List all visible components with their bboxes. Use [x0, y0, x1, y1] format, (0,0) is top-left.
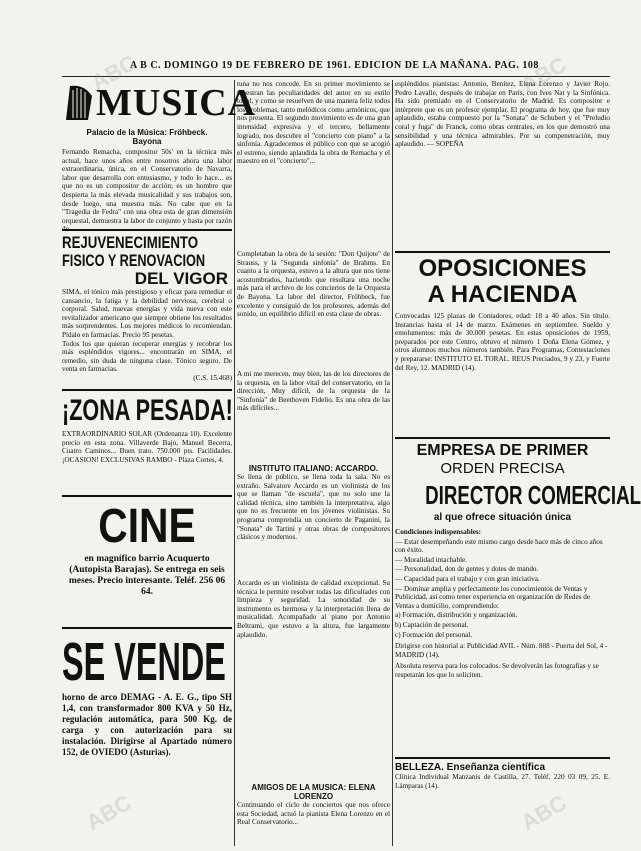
article-text: Continuando el ciclo de conciertos que nos ofrece esta Sociedad, actuó la pianista Elena Lorenzo en el Real Conservatorio... — [237, 801, 390, 827]
article-text: Completaban la obra de la sesión: "Don Quijote" de Strauss, y la "Segunda sinfonía" de Brahms. En cuanto a la orquesta, estuvo a la altura que nos tiene acostumbrados, haciendo que resultara una noche más para el archivo de los conciertos de la Orquesta de Bayona. La labor del director, Fröhbeck, fue excelente y consiguió de los profesores, además del sonido, un equilibrio difícil en esta clase de obras. — [237, 250, 390, 319]
ad-empresa-line4: al que ofrece situación única — [433, 512, 572, 523]
musica-subtitle: Palacio de la Música: Fröhbeck. — [86, 128, 208, 137]
list-item: b) Captación de personal. — [395, 620, 469, 629]
divider — [62, 495, 232, 497]
list-item: — Estar desempeñando este mismo cargo desde hace más de cinco años con éxito. — [395, 537, 603, 555]
ad-empresa-line3: DIRECTOR COMERCIAL — [425, 480, 641, 510]
ad-opos-body: Convocadas 125 plazas de Contadores, edad: 18 a 40 años. Sin título. Instancias hasta el 14 de marzo. Exámenes en septiembre. Sueldo y emolumentos: más de 30.000 pesetas. En estas oposiciones de 1959, preparados por este Centro, obtuvo el número 1 Doña Elena Gómez, y otros alumnos muchos números también. Para Programas, Contestaciones y prepararse: INSTITUTO EL TORAL. REUS Preciados, 9 y 23, y Fuerte del Rey, 12. MADRID (14). — [395, 312, 610, 372]
ad-sevende-body: horno de arco DEMAG - A. E. G., tipo SH 1,4, con transformador 800 KVA y 50 Hz, regulación automática, para 500 Kg. de carga y con autorización para su instalación. Dirigirse al Apartado número 152, de OVIEDO (Asturias). — [62, 692, 232, 757]
ad-sevende-title: SE VENDE — [62, 632, 226, 692]
section-heading: AMIGOS DE LA MUSICA: ELENA LORENZO — [251, 783, 376, 801]
ad-empresa-note: Absoluta reserva para los colocados. Se devolverán las fotografías y se respetarán los que lo soliciten. — [395, 662, 599, 679]
list-item: — Capacidad para el trabajo y con gran iniciativa. — [395, 574, 540, 583]
watermark: ABC — [516, 789, 571, 836]
list-item: — Personalidad, don de gentes y dotes de mando. — [395, 565, 539, 574]
ad-zona-title: ¡ZONA PESADA! — [62, 394, 233, 427]
article-text: Se llena de público, se llena toda la sala. No es extraño. Salvatore Accardo es un violinista de los que se llaman "de escuela", que no solo une la calidad técnica, sino también la interpretativa, algo que no es frecuente en los jóvenes violinistas. Su programa comprendía un concierto de Paganini, la "Sonata" de Tartini y otras obras de compositores clásicos y modernos. — [237, 473, 390, 542]
list-item: — Dominar amplia y perfectamente los conocimientos de Ventas y Publicidad, así como tener experiencia en organización de Redes de Ventas a domicilio, comprendiendo: — [395, 584, 591, 610]
ad-zona-body: EXTRAORDINARIO SOLAR (Ordenanza 10). Excelente precio en esta zona. Villaverde Bajo, Manuel Becerra, Cuatro Caminos... Buen trato. 750.000 pts. Facilidades. ¡OCASION! EXCLUSIVAS RAMBO - Plaza Cortes, 4. — [62, 430, 232, 464]
ad-rejuv-line2: FISICO Y RENOVACION — [62, 251, 206, 270]
header-rule — [62, 76, 610, 77]
column-rule — [392, 80, 393, 846]
ad-rejuvenecimiento — [62, 234, 232, 386]
musica-subtitle-2: Bayona — [132, 137, 162, 146]
ad-belleza-body: Clínica Individual Manzanis de Castilla, 27. Teléf. 220 03 09, 25. E. Lámparas (14). — [395, 773, 610, 790]
ad-opos-line1: OPOSICIONES — [418, 255, 587, 282]
divider — [395, 757, 610, 759]
article-text: espléndidos pianistas: Antonio, Benítez, Elena Lorenzo y Javier Rojo. Pedro Lavalle, después de trabajar en París, con Ives Nat y la Sinfónica. Ha sido premiado en el Conservatorio de Madrid. Es compositor e intérprete que es un profesor ejemplar. El programa de hoy, que fue muy aplaudido, estaba compuesto por la "Sonata" de Schubert y el "Preludio coral y fuga" de Franck, como obras centrales, en los que demostró una sensibilidad y una técnica admirables. Por su compenetración, muy aplaudido. — SOPEÑA — [395, 80, 610, 149]
musica-body: Fernando Remacha, compositor 50s' en la técnica más actual, hace unos años entre nosotros ahora una labor extraordinaria, única, en el Conservatorio de Navarra, labor que desarrolla con entusiasmo, y todo lo hace... es que no es un compositor de acción; es un hombre que despierta la más elevada musicalidad y sus trabajos son, desde luego, una muestra más. No cabe que en la "Tragedia de Fedra" con una obra esta de gran dimensión orquestal, demuestra la labor de conjunto y hasta por razón de... — [62, 148, 232, 234]
divider — [62, 389, 232, 391]
section-title-musica: MUSICA — [96, 82, 257, 124]
divider — [395, 437, 610, 439]
column-right — [395, 80, 641, 846]
article-text: tuna no nos concede. En su primer movimiento se muestran las peculiaridades del autor en su estilo tonal, y como se resuelven de una manera feliz todos los problemas, tanto melódicos como armónicos, que nos presenta. El segundo movimiento es de una gran intensidad expresiva y el tercero, bellamente logrado, nos descubre el "concierto con piano" a la sinfonía. Agradecemos el público con que se acogió el estreno, siendo aplaudida la obra de Remacha y el maestro en el "concierto"... — [237, 80, 390, 166]
ad-rejuv-line1: REJUVENECIMIENTO — [62, 233, 199, 252]
ad-empresa-line2: ORDEN PRECISA — [440, 460, 565, 477]
harp-icon — [62, 82, 96, 122]
musica-heading — [62, 80, 257, 124]
ad-rejuv-body-2: Todos los que quieran recuperar energías y recobrar los más espléndidos vigores... encontrarán en SIMA, el remedio, sin duda de ninguna clase. Tónico seguro. De venta en farmacias. — [62, 339, 232, 374]
column-rule — [234, 80, 235, 846]
divider — [62, 229, 232, 231]
divider — [395, 251, 610, 253]
ad-zona-pesada — [62, 394, 232, 492]
ad-se-vende — [62, 632, 232, 832]
ad-empresa-cond-title: Condiciones indispensables: — [395, 528, 482, 536]
ad-belleza — [395, 762, 610, 812]
ad-oposiciones — [395, 256, 610, 434]
article-text: Accardo es un violinista de calidad excepcional. Su técnica le permite resolver todas las dificultades con limpieza y seguridad. La sonoridad de su instrumento es hermosa y la interpretación llena de musicalidad. Acompañado al piano por Antonio Beltrami, que estuvo a la altura, fue largamente aplaudido. — [237, 579, 390, 639]
ad-belleza-title: BELLEZA. Enseñanza científica — [395, 762, 546, 773]
ad-rejuv-line3: DEL VIGOR — [134, 269, 228, 288]
ad-cine — [62, 500, 232, 624]
page-header: A B C. DOMINGO 19 DE FEBRERO DE 1961. EDICION DE LA MAÑANA. PAG. 108 — [130, 60, 539, 71]
watermark: ABC — [86, 49, 141, 96]
ad-rejuv-ref: (C.S. 15.468) — [193, 373, 232, 382]
ad-rejuv-body: SIMA, el tónico más prestigioso y eficaz para remediar el cansancio, la fatiga y la debilidad nerviosa, cerebral o corporal. Salud, nuevas energías y vida nueva con este revitalizador americano que siempre obtiene los resultados más sorprendentes. Los mejores médicos lo recomiendan. Pídalo en farmacias. Precio 95 pesetas. — [62, 288, 232, 339]
column-middle — [237, 80, 390, 846]
ad-empresa — [395, 442, 641, 754]
article-text: A mi me merecen, muy bien, las de los directores de la orquesta, en la labor vital del conservatorio, en la dirección, Muy difícil, de la orquesta de la "Sinfonía" de Beethoven Fidelio. Es una obra de las más difíciles... — [237, 370, 390, 413]
ad-cine-title: CINE — [98, 500, 196, 553]
ad-opos-line2: A HACIENDA — [427, 281, 578, 308]
ad-cine-body: en magnífico barrio Acuquerto (Autopista Barajas). Se entrega en seis meses. Precio interesante. Teléf. 256 06 64. — [68, 554, 226, 597]
list-item: — Moralidad intachable. — [395, 555, 468, 564]
list-item: a) Formación, distribución y organización. — [395, 611, 518, 620]
column-left — [62, 80, 257, 846]
ad-empresa-line1: EMPRESA DE PRIMER — [416, 442, 589, 459]
watermark: ABC — [516, 51, 571, 98]
ad-empresa-send: Dirigirse con historial a: Publicidad AVIL - Núm. 888 - Puerta del Sol, 4 - MADRID (14). — [395, 642, 608, 659]
divider — [62, 627, 232, 629]
list-item: c) Formación del personal. — [395, 630, 473, 639]
watermark: ABC — [81, 789, 136, 836]
section-heading: INSTITUTO ITALIANO: ACCARDO. — [248, 464, 379, 473]
